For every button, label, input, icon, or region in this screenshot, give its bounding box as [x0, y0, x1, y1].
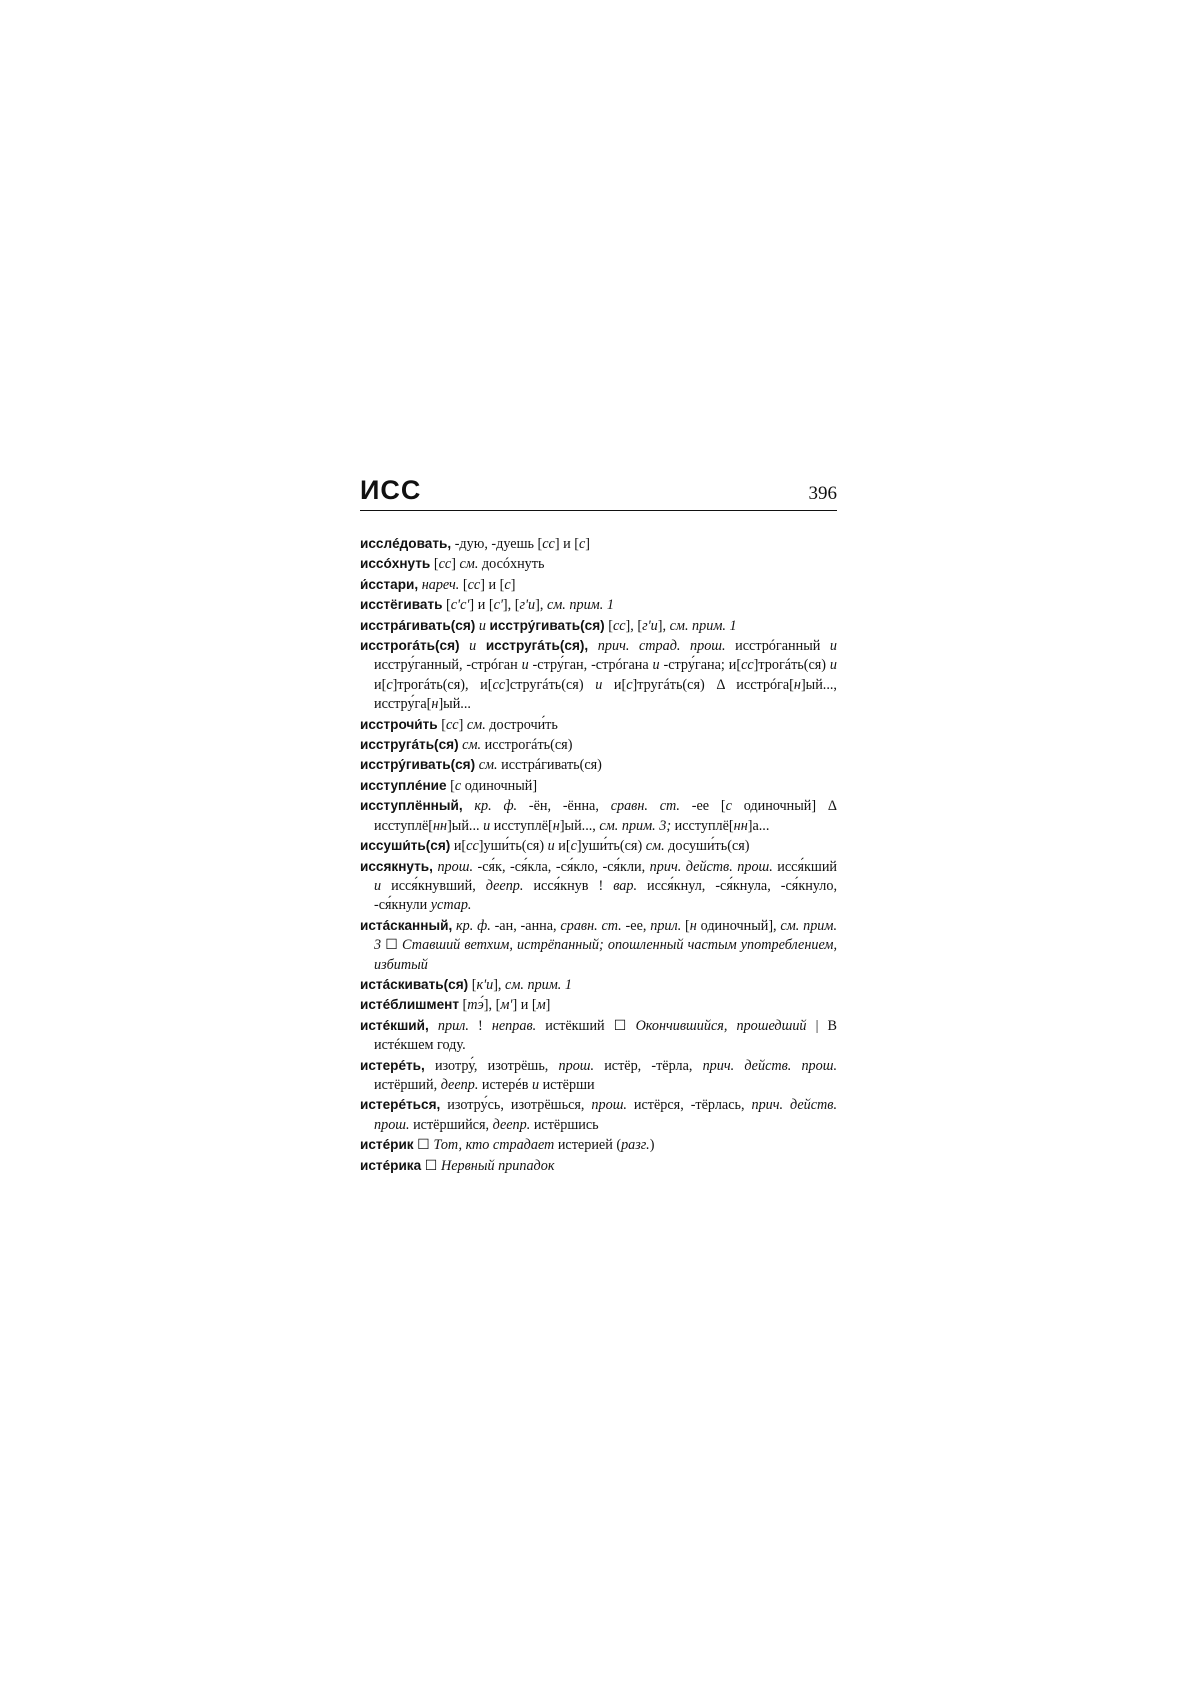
- entry-text: [: [459, 997, 468, 1014]
- entry-text: ]а...: [747, 817, 770, 834]
- dictionary-entry: [360, 575, 837, 595]
- entry-text: [: [442, 597, 451, 614]
- entry-text: ☐: [381, 937, 403, 954]
- headword: и́сстари,: [360, 576, 419, 592]
- grammar-note: с: [454, 777, 462, 794]
- dictionary-entry: [360, 715, 837, 735]
- grammar-note: сс: [492, 676, 506, 693]
- entry-text: [: [459, 576, 468, 593]
- entry-text: ]: [585, 536, 591, 552]
- entry-text: -ся́к, -ся́кла, -ся́кло, -ся́кли,: [473, 858, 650, 875]
- grammar-note: Окончившийся, прошедший: [635, 1017, 807, 1034]
- entry-text: ]: [451, 556, 460, 573]
- entry-text: истёр, -тёрла,: [594, 1057, 703, 1074]
- grammar-note: Тот, кто страдает: [433, 1137, 555, 1154]
- grammar-note: г'и: [519, 597, 536, 614]
- entry-text: -ее,: [621, 917, 651, 934]
- entry-text: [: [446, 777, 455, 794]
- grammar-note: сс: [467, 576, 481, 593]
- entry-text: ], [: [502, 597, 520, 614]
- entry-text: исся́кнул, -ся́кнула, -ся́кнуло, -ся́кнули: [374, 877, 837, 914]
- grammar-note: с: [626, 676, 633, 693]
- entry-text: истёрся, -тёрлась,: [626, 1097, 752, 1114]
- headword: исстругáть(ся),: [485, 638, 589, 654]
- grammar-note: прич. действ. прош.: [374, 1097, 838, 1133]
- dictionary-entry: [360, 796, 837, 836]
- entry-text: [: [681, 917, 690, 934]
- entry-text: ]: [458, 716, 467, 733]
- grammar-note: сс: [612, 617, 626, 634]
- entry-text: истёршись: [530, 1116, 599, 1133]
- entry-text: ☐: [413, 1137, 434, 1154]
- entry-text: и[: [374, 676, 387, 693]
- entry-text: | В истéкшем году.: [374, 1017, 838, 1054]
- headword: исстру́гивать(ся): [489, 617, 605, 633]
- dictionary-entry: [360, 554, 837, 574]
- headword: исслéдовать,: [360, 536, 452, 551]
- entry-text: исступлё[: [671, 817, 734, 834]
- entry-text: исстру́ганный, -стрóган: [374, 657, 522, 674]
- entry-text: истёрший,: [374, 1076, 441, 1093]
- dictionary-entry: [360, 534, 837, 554]
- grammar-note: с: [504, 576, 511, 593]
- grammar-note: с: [570, 838, 577, 855]
- entry-text: ] и [: [469, 597, 494, 614]
- entry-text: ]трогáть(ся), и[: [392, 676, 493, 693]
- grammar-note: опошленный частым употреблением, избитый: [374, 937, 837, 973]
- entry-text: ]уши́ть(ся): [478, 838, 548, 855]
- grammar-note: разг.: [621, 1137, 650, 1154]
- grammar-note: прил.: [437, 1017, 469, 1034]
- entry-text: истерией (: [554, 1137, 622, 1154]
- dictionary-entry: [360, 735, 837, 755]
- grammar-note: деепр.: [485, 877, 524, 894]
- dictionary-entry: [360, 1156, 837, 1176]
- grammar-note: и: [829, 657, 837, 674]
- entry-text: -стру́гана; и[: [659, 657, 742, 674]
- dictionary-entry: [360, 776, 837, 796]
- headword: истáскивать(ся): [360, 976, 469, 992]
- entry-text: ],: [535, 597, 547, 614]
- entry-text: истерéв: [478, 1076, 532, 1093]
- running-head: ИСС: [360, 475, 422, 505]
- entry-text: и[: [602, 676, 627, 693]
- entry-text: [588, 638, 598, 654]
- entry-text: ]ый...: [438, 696, 471, 713]
- headword: истéрик: [360, 1137, 414, 1153]
- grammar-note: с: [578, 536, 586, 552]
- entry-text: ]: [510, 576, 516, 593]
- grammar-note: см.: [466, 716, 486, 733]
- grammar-note: Ставший ветхим, истрёпанный;: [402, 937, 604, 954]
- entry-text: одиночный],: [696, 917, 781, 934]
- grammar-note: г'и: [642, 617, 658, 634]
- entry-text: ☐: [421, 1157, 441, 1174]
- headword: исстёгивать: [360, 597, 443, 613]
- entry-text: -ее [: [679, 798, 726, 815]
- headword: истáсканный,: [360, 917, 453, 933]
- grammar-note: сс: [466, 838, 479, 855]
- headword: исстрáгивать(ся): [360, 617, 476, 633]
- grammar-note: устар.: [430, 897, 472, 914]
- entry-text: одиночный]: [461, 777, 538, 794]
- headword: исстругáть(ся): [360, 737, 459, 753]
- grammar-note: см.: [462, 737, 482, 754]
- grammar-note: см. прим. 3;: [599, 817, 672, 834]
- entry-text: ]трогáть(ся): [753, 657, 830, 674]
- grammar-note: см. прим. 1: [505, 976, 572, 993]
- entry-text: ], [: [625, 617, 643, 634]
- grammar-note: м': [500, 997, 513, 1014]
- grammar-note: вар.: [613, 877, 638, 894]
- entry-text: ],: [657, 617, 670, 634]
- entry-text: истёрши: [539, 1076, 595, 1093]
- headword: иссякнуть,: [360, 858, 433, 874]
- grammar-note: нн: [733, 817, 748, 834]
- entry-text: ]уши́ть(ся): [576, 838, 646, 855]
- grammar-note: и: [483, 817, 491, 834]
- entry-text: -ан, -анна,: [490, 917, 561, 934]
- grammar-note: и: [829, 638, 838, 655]
- grammar-note: тэ́: [467, 997, 484, 1014]
- entry-text: [: [430, 556, 439, 573]
- dictionary-entry: [360, 995, 837, 1015]
- headword: истерéть,: [360, 1057, 425, 1073]
- entry-text: -дую, -дуешь [: [451, 536, 543, 552]
- entry-text: [429, 1018, 438, 1034]
- entry-text: ]: [545, 997, 551, 1014]
- entry-text: исстрогáть(ся): [481, 737, 573, 754]
- page-number: 396: [808, 483, 837, 504]
- grammar-note: прич. страд. прош.: [597, 638, 726, 655]
- entry-text: истёршийся,: [409, 1116, 493, 1133]
- grammar-note: см.: [478, 757, 498, 774]
- entry-text: ], [: [483, 997, 501, 1014]
- entry-text: досуши́ть(ся): [664, 838, 750, 855]
- grammar-note: и: [531, 1076, 540, 1093]
- grammar-note: см. прим. 1: [669, 617, 737, 634]
- entry-text: исся́кший: [772, 858, 838, 875]
- entry-text: ] и [: [512, 997, 537, 1014]
- grammar-note: и: [478, 617, 486, 634]
- grammar-note: с': [493, 597, 503, 614]
- entry-text: ]ый...,: [559, 817, 600, 834]
- grammar-note: сравн. ст.: [610, 798, 680, 815]
- entry-text: !: [468, 1017, 492, 1034]
- entry-text: исся́кнув !: [523, 877, 614, 894]
- entry-text: ]ый..., исстру́га[: [374, 676, 837, 713]
- grammar-note: сс: [542, 536, 555, 552]
- grammar-note: нн: [433, 817, 448, 834]
- headword: истéблишмент: [360, 997, 459, 1013]
- grammar-note: н: [552, 817, 560, 834]
- entry-text: ] и [: [554, 536, 579, 552]
- grammar-note: прич. действ. прош.: [702, 1057, 837, 1074]
- grammar-note: н: [431, 696, 439, 713]
- grammar-note: прош.: [437, 858, 473, 875]
- headword: исстрогáть(ся): [360, 638, 460, 654]
- grammar-note: прич. действ. прош.: [649, 858, 773, 875]
- dictionary-entry: [360, 1095, 837, 1135]
- entry-text: изотру́сь, изотрёшься,: [440, 1097, 592, 1114]
- grammar-note: сс: [438, 556, 452, 573]
- dictionary-entry: [360, 1016, 837, 1056]
- entry-text: [: [468, 976, 477, 993]
- grammar-note: и: [547, 838, 555, 855]
- dictionary-entry: [360, 755, 837, 775]
- grammar-note: см. прим. 1: [546, 597, 614, 614]
- headword: иссуши́ть(ся): [360, 838, 451, 854]
- entry-text: [460, 638, 470, 654]
- entry-text: ]тругáть(ся) Δ исстрóга[: [632, 676, 794, 693]
- dictionary-entry: [360, 857, 837, 916]
- entry-text: исступлё[: [490, 817, 553, 834]
- dictionary-entries: [360, 534, 837, 1176]
- grammar-note: см. прим. 3: [374, 917, 837, 954]
- grammar-note: сс: [445, 716, 459, 733]
- grammar-note: Нервный припадок: [441, 1157, 555, 1174]
- grammar-note: сравн. ст.: [560, 917, 622, 934]
- entry-text: [: [437, 716, 446, 733]
- grammar-note: сс: [741, 657, 754, 674]
- headword: исстрочи́ть: [360, 716, 438, 732]
- grammar-note: с'с': [450, 597, 470, 614]
- grammar-note: и: [652, 657, 660, 674]
- headword: иссóхнуть: [360, 556, 431, 572]
- entry-text: досóхнуть: [478, 556, 545, 573]
- entry-text: [476, 638, 486, 654]
- grammar-note: к'и: [476, 976, 494, 993]
- entry-text: ] и [: [480, 576, 505, 593]
- entry-text: [463, 798, 475, 814]
- grammar-note: см.: [645, 838, 665, 855]
- dictionary-entry: [360, 595, 837, 615]
- entry-text: [: [604, 617, 613, 634]
- entry-text: истёкший ☐: [536, 1017, 636, 1034]
- dictionary-entry: [360, 1056, 837, 1096]
- grammar-note: н: [793, 676, 801, 693]
- grammar-note: и: [521, 657, 529, 674]
- grammar-note: с: [386, 676, 393, 693]
- entry-text: ]стругáть(ся): [505, 676, 596, 693]
- grammar-note: нареч.: [421, 576, 460, 593]
- grammar-note: и: [374, 877, 382, 894]
- headword: исступлённый,: [360, 798, 463, 814]
- entry-text: ): [649, 1137, 655, 1154]
- dictionary-entry: [360, 616, 837, 636]
- grammar-note: прил.: [650, 917, 682, 934]
- grammar-note: деепр.: [492, 1116, 531, 1133]
- entry-text: дострочи́ть: [485, 716, 558, 733]
- grammar-note: прош.: [558, 1057, 595, 1074]
- grammar-note: н: [689, 917, 697, 934]
- dictionary-entry: [360, 836, 837, 856]
- grammar-note: м: [536, 997, 546, 1014]
- entry-text: ]ый...: [447, 817, 484, 834]
- entry-text: -ён, -ённа,: [517, 798, 611, 815]
- grammar-note: см.: [459, 556, 479, 573]
- headword: истéрика: [360, 1157, 422, 1173]
- page-header: [360, 476, 837, 511]
- entry-text: исся́кнувший,: [381, 877, 486, 894]
- grammar-note: прош.: [591, 1097, 627, 1114]
- entry-text: изотру́, изотрёшь,: [424, 1057, 559, 1074]
- headword: исстру́гивать(ся): [360, 757, 476, 773]
- grammar-note: и: [595, 676, 603, 693]
- grammar-note: деепр.: [440, 1076, 479, 1093]
- headword: истéкший,: [360, 1017, 429, 1033]
- dictionary-entry: [360, 1135, 837, 1155]
- entry-text: и[: [554, 838, 571, 855]
- entry-text: ],: [493, 976, 506, 993]
- entry-text: и[: [450, 838, 467, 855]
- grammar-note: кр. ф.: [456, 917, 491, 934]
- headword: исступлéние: [360, 777, 447, 793]
- dictionary-entry: [360, 975, 837, 995]
- entry-text: исстрóганный: [725, 638, 830, 655]
- dictionary-entry: [360, 916, 837, 975]
- entry-text: -стру́ган, -стрóгана: [528, 657, 653, 674]
- grammar-note: кр. ф.: [474, 798, 518, 815]
- grammar-note: с: [725, 798, 732, 815]
- dictionary-entry: [360, 636, 837, 715]
- entry-text: исстрáгивать(ся): [497, 757, 602, 774]
- headword: истерéться,: [360, 1097, 441, 1113]
- grammar-note: и: [469, 638, 477, 655]
- grammar-note: неправ.: [491, 1017, 537, 1034]
- entry-text: одиночный] Δ исступлё[: [374, 798, 837, 834]
